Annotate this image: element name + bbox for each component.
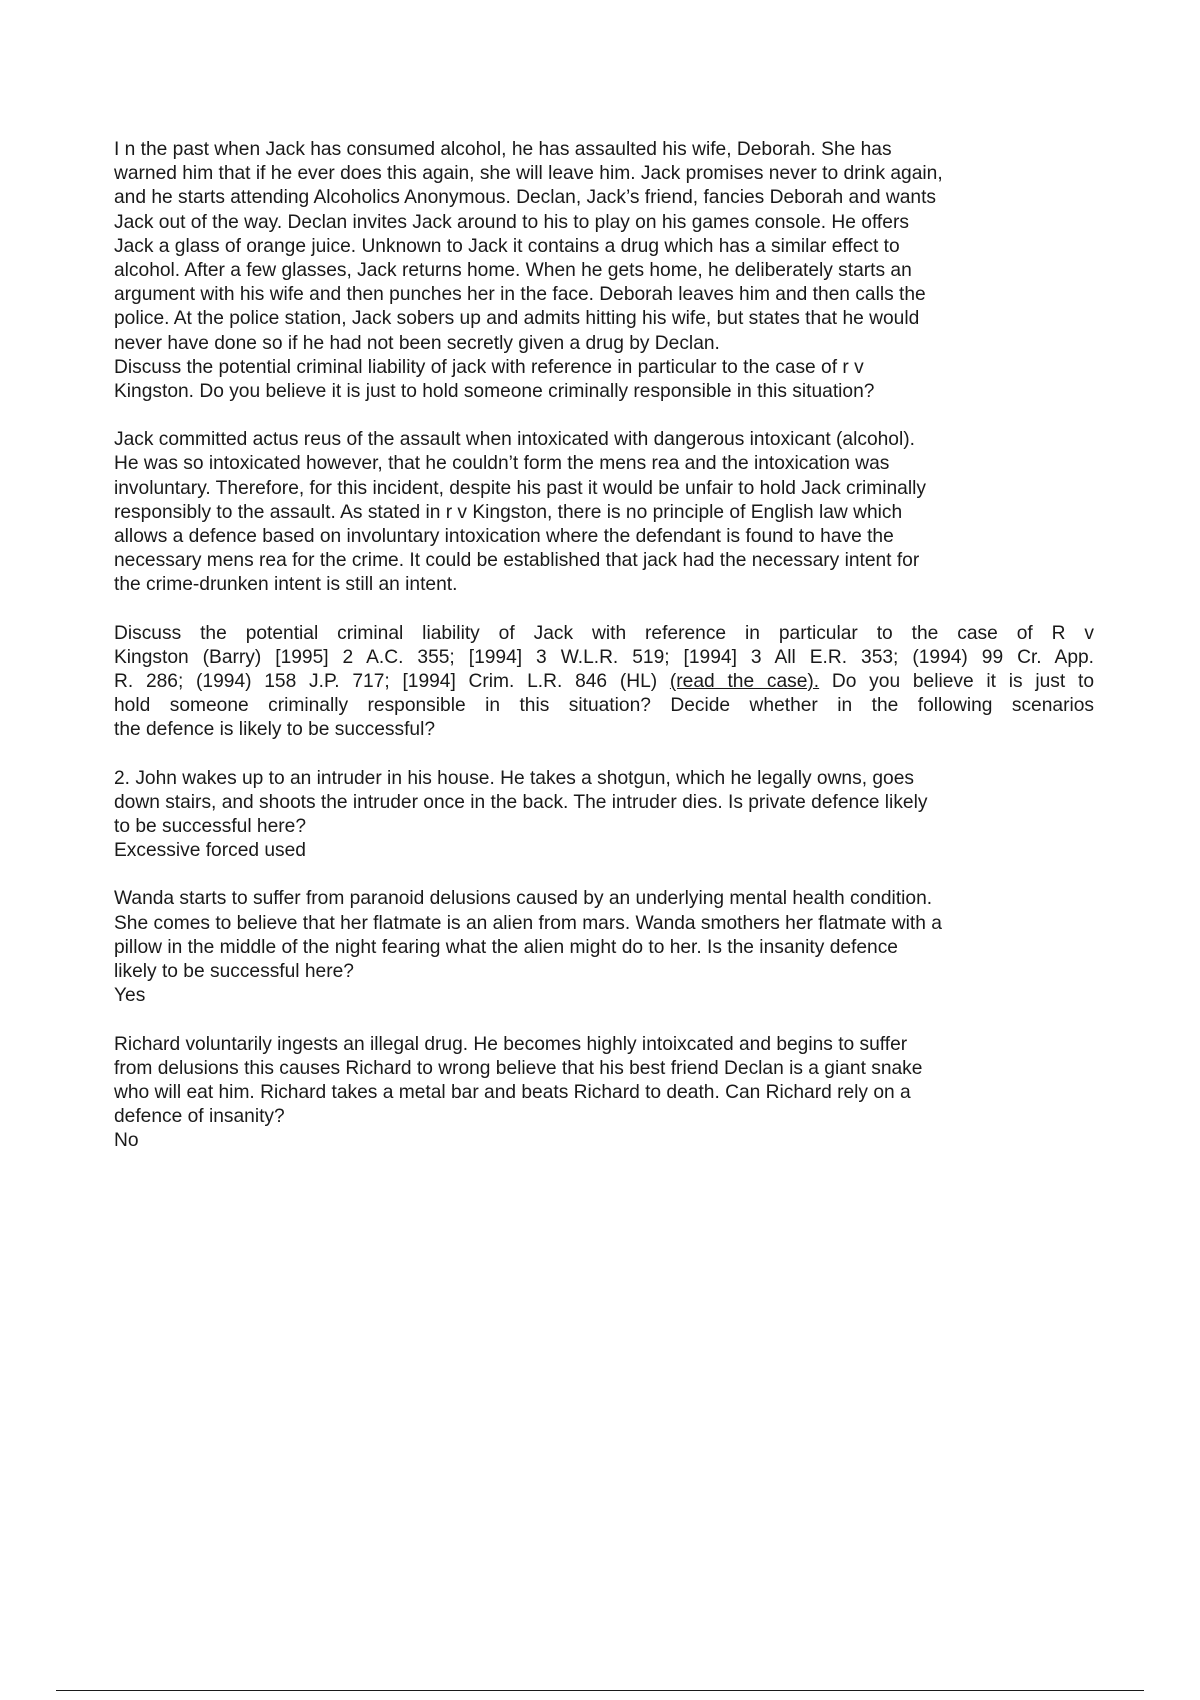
- text-line: the crime-drunken intent is still an intent.: [114, 574, 458, 596]
- text-line: pillow in the middle of the night fearing what the alien might do to her. Is the insanity defence: [114, 936, 898, 958]
- citation-text: R. 286; (1994) 158 J.P. 717; [1994] Crim. L.R. 846 (HL): [114, 671, 670, 693]
- text-line: alcohol. After a few glasses, Jack returns home. When he gets home, he deliberately starts an: [114, 260, 912, 282]
- scenario-john: [114, 767, 1094, 864]
- text-line: Kingston (Barry) [1995] 2 A.C. 355; [1994] 3 W.L.R. 519; [1994] 3 All E.R. 353; (1994) 99 Cr. App.: [114, 646, 1094, 668]
- text-line: who will eat him. Richard takes a metal bar and beats Richard to death. Can Richard rely on a: [114, 1081, 911, 1103]
- text-line: necessary mens rea for the crime. It could be established that jack had the necessary intent for: [114, 550, 920, 572]
- text-line: Jack a glass of orange juice. Unknown to Jack it contains a drug which has a similar effect to: [114, 235, 900, 257]
- text-line: Jack out of the way. Declan invites Jack around to his to play on his games console. He offers: [114, 211, 909, 233]
- text-line: argument with his wife and then punches her in the face. Deborah leaves him and then calls the: [114, 284, 926, 306]
- scenario-richard: [114, 1033, 1094, 1154]
- scenario-answer: Yes: [114, 985, 146, 1007]
- question-2: [114, 622, 1094, 743]
- read-the-case-link[interactable]: (read the case).: [669, 671, 820, 693]
- text-line: 2. John wakes up to an intruder in his house. He takes a shotgun, which he legally owns, goes: [114, 767, 914, 789]
- text-line: Jack committed actus reus of the assault when intoxicated with dangerous intoxicant (alcohol).: [114, 429, 915, 451]
- text-line: Richard voluntarily ingests an illegal drug. He becomes highly intoixcated and begins to suffer: [114, 1033, 908, 1055]
- text-line: to be successful here?: [114, 816, 306, 838]
- answer-1: [114, 428, 1094, 597]
- text-line: likely to be successful here?: [114, 961, 354, 983]
- scenario-wanda: [114, 887, 1094, 1008]
- text-line: She comes to believe that her flatmate is an alien from mars. Wanda smothers her flatmate with a: [114, 912, 942, 934]
- text-line: Kingston. Do you believe it is just to hold someone criminally responsible in this situation?: [114, 381, 875, 403]
- text-line: Discuss the potential criminal liability of jack with reference in particular to the case of r v: [114, 356, 864, 378]
- text-line: involuntary. Therefore, for this incident, despite his past it would be unfair to hold Jack criminally: [114, 477, 926, 499]
- text-line: He was so intoxicated however, that he couldn’t form the mens rea and the intoxication was: [114, 453, 890, 475]
- text-line: the defence is likely to be successful?: [114, 719, 436, 741]
- text-line: [114, 670, 1094, 694]
- question-1-scenario: [114, 138, 1094, 404]
- text-line: Wanda starts to suffer from paranoid delusions caused by an underlying mental health condition.: [114, 888, 933, 910]
- scenario-answer: Excessive forced used: [114, 840, 306, 862]
- text-line: I n the past when Jack has consumed alcohol, he has assaulted his wife, Deborah. She has: [114, 139, 892, 160]
- document-body: [114, 138, 1094, 1178]
- text-line: allows a defence based on involuntary intoxication where the defendant is found to have the: [114, 526, 894, 548]
- scenario-answer: No: [114, 1130, 139, 1152]
- text-line: hold someone criminally responsible in this situation? Decide whether in the following scenarios: [114, 695, 1094, 717]
- text-line: defence of insanity?: [114, 1106, 285, 1128]
- text-line: Discuss the potential criminal liability of Jack with reference in particular to the case of R v: [114, 622, 1094, 644]
- footer-divider: [56, 1690, 1144, 1691]
- question-text: Do you believe it is just to: [819, 671, 1094, 693]
- text-line: and he starts attending Alcoholics Anonymous. Declan, Jack’s friend, fancies Deborah and wants: [114, 187, 936, 209]
- text-line: never have done so if he had not been secretly given a drug by Declan.: [114, 332, 720, 354]
- text-line: police. At the police station, Jack sobers up and admits hitting his wife, but states that he would: [114, 308, 920, 330]
- text-line: down stairs, and shoots the intruder once in the back. The intruder dies. Is private defence likely: [114, 791, 928, 813]
- text-line: responsibly to the assault. As stated in r v Kingston, there is no principle of English law which: [114, 501, 903, 523]
- text-line: from delusions this causes Richard to wrong believe that his best friend Declan is a giant snake: [114, 1057, 923, 1079]
- text-line: warned him that if he ever does this again, she will leave him. Jack promises never to drink again,: [114, 163, 943, 185]
